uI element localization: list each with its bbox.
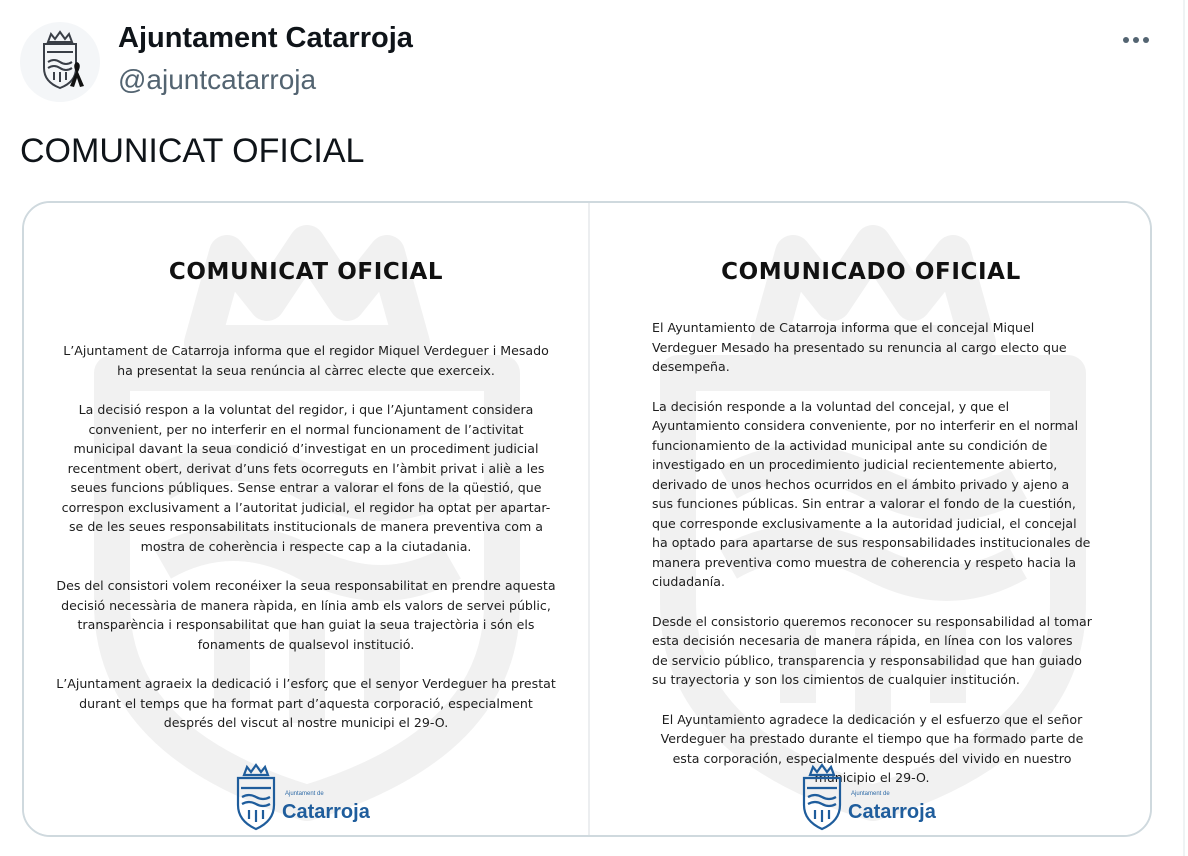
paragraph: La decisión responde a la voluntad del concejal, y que el Ayuntamiento considera conveniente, por no interferir en el normal funcionamiento de la actividad municipal ante su condición de investigado en un procedimiento judicial recientemente abierto, derivado de unos hechos ocurridos en el ámbito privado y ajeno a sus funciones públicas. Sin entrar a valorar el fondo de la cuestión, que corresponde exclusivamente a la autoridad judicial, el concejal ha optado para apartarse de sus responsabilidades institucionales de manera preventiva como muestra de coherencia y respeto hacia la ciudadanía. bbox=[652, 398, 1091, 589]
panel-body bbox=[56, 341, 556, 753]
panel-body bbox=[652, 318, 1092, 808]
panel-title: COMUNICADO OFICIAL bbox=[721, 259, 1021, 285]
tweet-media[interactable] bbox=[22, 201, 1152, 837]
more-options-dot bbox=[1133, 37, 1139, 43]
paragraph: Desde el consistorio queremos reconocer su responsabilidad al tomar esta decisión necesaria de manera rápida, en línea con los valores de servicio público, transparencia y responsabilidad que han guiado su trayectoria y son los cimientos de cualquier institución. bbox=[652, 613, 1092, 687]
more-options-button[interactable] bbox=[1116, 26, 1156, 54]
author-name[interactable]: Ajuntament Catarroja bbox=[118, 22, 413, 54]
logo-wordmark: Catarroja bbox=[282, 801, 370, 823]
timeline-border bbox=[1183, 0, 1185, 856]
more-options-dot bbox=[1143, 37, 1149, 43]
logo-wordmark: Catarroja bbox=[848, 801, 936, 823]
logo-subtitle: Ajuntament de bbox=[851, 791, 890, 797]
paragraph: L’Ajuntament agraeix la dedicació i l’esforç que el senyor Verdeguer ha prestat durant el temps que ha format part d’aquesta corporació, especialment després del viscut al nostre municipi el 29-O. bbox=[56, 676, 556, 730]
paragraph: L’Ajuntament de Catarroja informa que el regidor Miquel Verdeguer i Mesado ha presentat la seua renúncia al càrrec electe que exerceix. bbox=[63, 343, 549, 378]
catarroja-logo bbox=[796, 763, 956, 833]
media-image-right[interactable] bbox=[590, 203, 1152, 835]
paragraph: Des del consistori volem reconéixer la seua responsabilitat en prendre aquesta decisió necessària de manera ràpida, en línia amb els valors de servei públic, transparència i responsabilitat que han guiat la seua trajectòria i són els fonaments de qualsevol institució. bbox=[56, 578, 556, 652]
avatar[interactable] bbox=[20, 22, 100, 102]
more-options-dot bbox=[1123, 37, 1129, 43]
paragraph: La decisió respon a la voluntat del regidor, i que l’Ajuntament considera convenient, per no interferir en el normal funcionament de l’activitat municipal davant la seua condició d’investigat en un procediment judicial recentment obert, derivat d’uns fets ocorreguts en l’àmbit privat i aliè a les seues funcions públiques. Sense entrar a valorar el fons de la qüestió, que correspon exclusivament a l’autoritat judicial, el regidor ha optat per apartar-se de les seues responsabilitats institucionals de manera preventiva com a mostra de coherència i respecte cap a la ciutadania. bbox=[61, 402, 551, 554]
paragraph: El Ayuntamiento agradece la dedicación y el esfuerzo que el señor Verdeguer ha prestado durante el tiempo que ha formado parte de esta corporación, especialmente después del vivido en nuestro municipio el 29-O. bbox=[660, 711, 1084, 785]
paragraph: El Ayuntamiento de Catarroja informa que el concejal Miquel Verdeguer Mesado ha presentado su renuncia al cargo electo que desempeña. bbox=[652, 320, 1067, 374]
tweet-text: COMUNICAT OFICIAL bbox=[20, 132, 365, 170]
media-image-left[interactable] bbox=[24, 203, 588, 835]
catarroja-logo bbox=[230, 763, 390, 833]
coat-of-arms-icon bbox=[20, 22, 100, 102]
coat-of-arms-logo-icon bbox=[230, 763, 282, 835]
coat-of-arms-logo-icon bbox=[796, 763, 848, 835]
panel-title: COMUNICAT OFICIAL bbox=[168, 259, 444, 285]
author-handle[interactable]: @ajuntcatarroja bbox=[118, 64, 317, 95]
logo-subtitle: Ajuntament de bbox=[285, 791, 324, 797]
